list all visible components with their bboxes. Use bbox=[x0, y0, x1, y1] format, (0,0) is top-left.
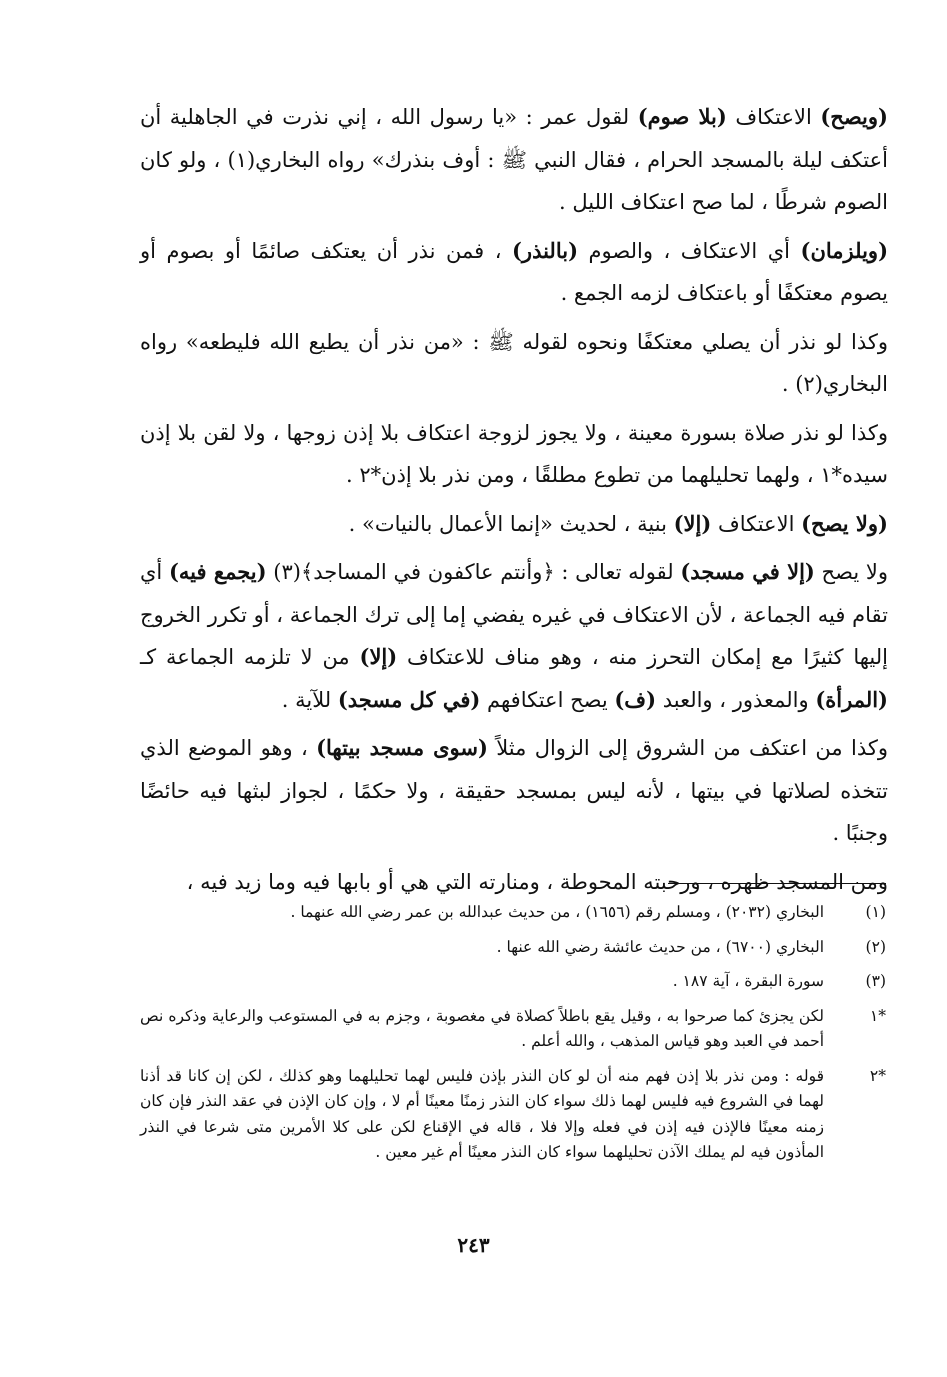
paragraph bbox=[140, 551, 888, 721]
text-run: يصح اعتكافهم bbox=[480, 687, 615, 712]
footnote-text: البخاري (٦٧٠٠) ، من حديث عائشة رضي الله عنها . bbox=[496, 937, 824, 956]
bold-term: (ولا يصح) bbox=[801, 510, 888, 536]
page-number: ٢٤٣ bbox=[457, 1233, 490, 1257]
footnote bbox=[140, 1004, 886, 1055]
footnote-text: قوله : ومن نذر بلا إذن فهم منه أن لو كان النذر بإذن فليس لهما تحليلهما وهو كذلك ، لكن إن كانا قد أذنا لهما في الشروع فيه فليس لهما ذلك سواء كان النذر زمنًا معينًا أم لا ، وإن كان الإذن في عقد النذر فإن كان زمنه معينًا فالإذن فيه إذن في فعله وإلا فلا ، قاله في الإقناع لكن على كلا الأمرين متى شرعا في النذر المأذون فيه لم يملك الآذن تحليلهما سواء كان النذر معينًا أم غير معين . bbox=[140, 1066, 824, 1161]
main-text bbox=[140, 96, 888, 909]
paragraph bbox=[140, 861, 888, 904]
text-run: ، وهو الموضع الذي تتخذه لصلاتها في بيتها ، لأنه ليس بمسجد حقيقة ، ولا حكمًا ، لجواز لبثها فيه حائضًا وجنبًا . bbox=[140, 736, 888, 845]
footnote-number: (٢) bbox=[865, 937, 886, 956]
text-run: للآية . bbox=[281, 687, 338, 712]
footnote-number: *١ bbox=[869, 1006, 886, 1025]
bold-term: (سوى مسجد بيتها) bbox=[316, 735, 488, 760]
bold-term: (ف) bbox=[614, 686, 657, 712]
text-run: لقوله تعالى : ﴿وأنتم عاكفون في المساجد﴾(٣) bbox=[266, 560, 681, 584]
footnote-text: البخاري (٢٠٣٢) ، ومسلم رقم (١٦٥٦) ، من حديث عبدالله بن عمر رضي الله عنهما . bbox=[290, 903, 824, 921]
text-run: لقول عمر : «يا رسول الله ، إني نذرت في الجاهلية أن أعتكف ليلة بالمسجد الحرام ، فقال النبي ﷺ : أوف بنذرك» رواه البخاري(١) ، ولو كان الصوم شرطًا ، لما صح اعتكاف الليل . bbox=[140, 105, 888, 214]
text-run: الاعتكاف bbox=[711, 511, 802, 536]
text-run: وكذا لو نذر صلاة بسورة معينة ، ولا يجوز لزوجة اعتكاف بلا إذن زوجها ، ولا لقن بلا إذن سيده*١ ، ولهما تحليلهما من تطوع مطلقًا ، ومن نذر بلا إذن*٢ . bbox=[140, 420, 888, 487]
bold-term: (إلا) bbox=[673, 510, 712, 536]
paragraph bbox=[140, 321, 888, 406]
text-run: وكذا من اعتكف من الشروق إلى الزوال مثلاً bbox=[487, 736, 888, 760]
footnote-number: (١) bbox=[865, 903, 886, 921]
text-run: من لا تلزمه الجماعة كـ bbox=[140, 645, 360, 669]
footnote bbox=[140, 1064, 886, 1166]
bold-term: (ويصح) bbox=[820, 104, 888, 129]
footnote bbox=[140, 900, 886, 926]
text-run: ومن المسجد ظهره ، ورحبته المحوطة ، ومنارته التي هي أو بابها فيه وما زيد فيه ، bbox=[186, 869, 888, 894]
paragraph bbox=[140, 230, 888, 315]
text-run: وكذا لو نذر أن يصلي معتكفًا ونحوه لقوله ﷺ : «من نذر أن يطيع الله فليطعه» رواه البخاري(٢) . bbox=[140, 329, 888, 396]
text-run: بنية ، لحديث «إنما الأعمال بالنيات» . bbox=[348, 511, 674, 536]
paragraph bbox=[140, 727, 888, 855]
footnotes bbox=[140, 900, 886, 1175]
footnote-number: (٣) bbox=[865, 972, 886, 990]
bold-term: (المرأة) bbox=[815, 686, 888, 712]
bold-term: (إلا) bbox=[359, 644, 398, 669]
footnote bbox=[140, 935, 886, 961]
bold-term: (بلا صوم) bbox=[637, 104, 727, 129]
footnote-separator bbox=[668, 883, 886, 884]
footnote-text: لكن يجزئ كما صرحوا به ، وقيل يقع باطلاً كصلاة في مغصوبة ، وجزم به في المستوعب والرعاية وذكره نص أحمد في العبد وهو قياس المذهب ، والله أعلم . bbox=[140, 1006, 824, 1050]
footnote-number: *٢ bbox=[869, 1066, 886, 1085]
text-run: أي الاعتكاف ، والصوم bbox=[578, 238, 801, 263]
bold-term: (ويلزمان) bbox=[800, 237, 889, 263]
bold-term: (في كل مسجد) bbox=[337, 686, 481, 712]
text-run: ولا يصح bbox=[814, 560, 888, 584]
paragraph bbox=[140, 503, 888, 546]
bold-term: (بالنذر) bbox=[512, 237, 579, 263]
footnote bbox=[140, 969, 886, 995]
text-run: أي تقام فيه الجماعة ، لأن الاعتكاف في غيره يفضي إما إلى ترك الجماعة ، أو تكرر الخروج إليها كثيرًا مع إمكان التحرز منه ، وهو مناف للاعتكاف bbox=[140, 560, 888, 669]
bold-term: (إلا في مسجد) bbox=[680, 559, 815, 584]
paragraph bbox=[140, 412, 888, 497]
bold-term: (يجمع فيه) bbox=[168, 559, 267, 584]
text-run: ، فمن نذر أن يعتكف صائمًا أو بصوم أو يصوم معتكفًا أو باعتكاف لزمه الجمع . bbox=[140, 238, 888, 305]
text-run: الاعتكاف bbox=[726, 105, 821, 129]
paragraph bbox=[140, 96, 888, 224]
footnote-text: سورة البقرة ، آية ١٨٧ . bbox=[672, 972, 824, 990]
text-run: والمعذور ، والعبد bbox=[656, 687, 816, 712]
